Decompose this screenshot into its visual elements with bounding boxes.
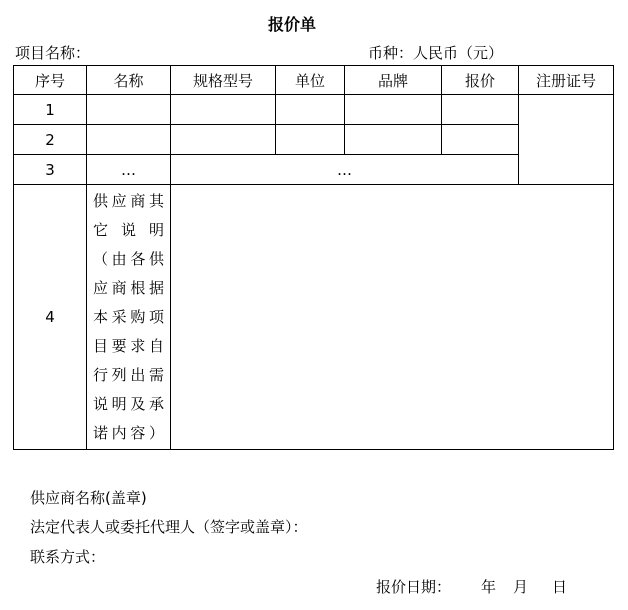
note-line: 供应商其 [93, 191, 164, 210]
supplier-name-label: 供应商名称(盖章) [30, 489, 147, 507]
brand-cell[interactable] [345, 95, 442, 125]
unit-cell[interactable] [276, 95, 345, 125]
year-label: 年 [481, 578, 497, 596]
name-cell: … [87, 155, 171, 185]
month-label: 月 [513, 578, 529, 596]
brand-cell[interactable] [345, 125, 442, 155]
table-header-row [14, 66, 614, 95]
day-label: 日 [552, 578, 568, 596]
column-header: 品牌 [345, 66, 442, 95]
column-header: 单位 [276, 66, 345, 95]
note-line: 应商根据 [93, 278, 164, 297]
supplier-note [87, 185, 171, 450]
table-row [14, 185, 614, 450]
column-header: 名称 [87, 66, 171, 95]
note-line: 诺内容） [93, 423, 164, 442]
registration-cell[interactable] [519, 95, 614, 185]
column-header: 规格型号 [171, 66, 276, 95]
quote-date-label: 报价日期： [376, 578, 452, 596]
note-line: 本采购项 [93, 307, 164, 326]
column-header: 注册证号 [519, 66, 614, 95]
quote-table [13, 65, 614, 450]
name-cell[interactable] [87, 95, 171, 125]
note-line: 它说明 [93, 220, 164, 239]
row-number: 4 [14, 185, 87, 450]
note-line: 说明及承 [93, 394, 164, 413]
price-cell[interactable] [442, 95, 519, 125]
row-number: 2 [14, 125, 87, 155]
note-line: 目要求自 [93, 336, 164, 355]
name-cell[interactable] [87, 125, 171, 155]
note-line: （由各供 [93, 249, 164, 268]
spec-cell[interactable] [171, 125, 276, 155]
unit-cell[interactable] [276, 125, 345, 155]
merged-cell: … [171, 155, 519, 185]
column-header: 报价 [442, 66, 519, 95]
spec-cell[interactable] [171, 95, 276, 125]
price-cell[interactable] [442, 125, 519, 155]
note-line: 行列出需 [93, 365, 164, 384]
document-title: 报价单 [267, 15, 316, 34]
column-header: 序号 [14, 66, 87, 95]
supplier-note-content[interactable] [171, 185, 614, 450]
table-row [14, 95, 614, 125]
currency-label: 币种：人民币（元） [368, 44, 504, 62]
project-name-label: 项目名称： [15, 44, 91, 62]
row-number: 1 [14, 95, 87, 125]
contact-label: 联系方式： [30, 548, 106, 566]
row-number: 3 [14, 155, 87, 185]
representative-label: 法定代表人或委托代理人（签字或盖章）： [30, 518, 308, 536]
